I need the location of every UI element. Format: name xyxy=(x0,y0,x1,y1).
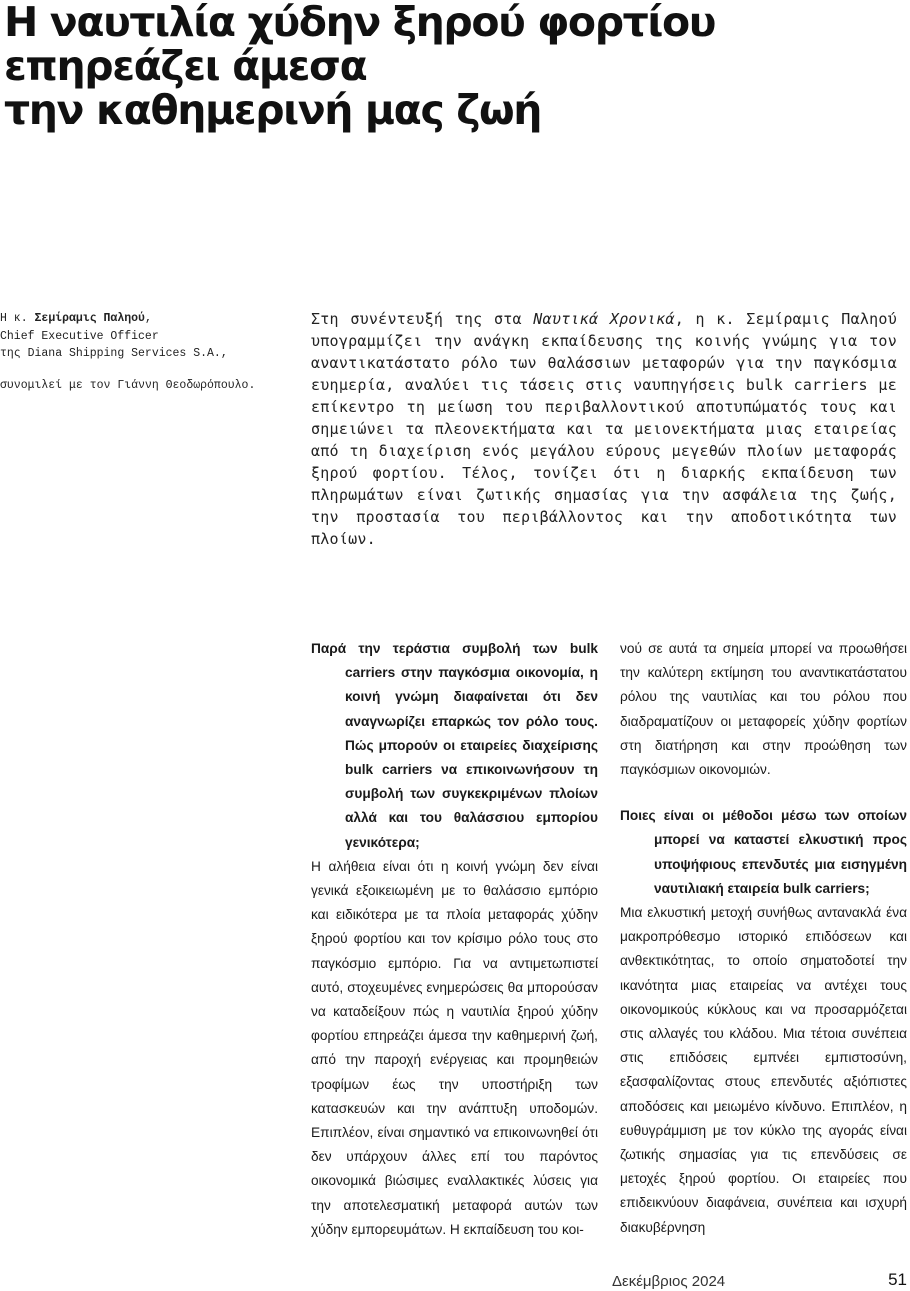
text-column-left xyxy=(311,637,598,1242)
answer-1-continued: νού σε αυτά τα σημεία μπορεί να προωθήσει την καλύτερη εκτίμηση του αναντικατάστατου ρόλου της ναυτιλίας και του ρόλου που διαδραματίζουν οι μεταφορείς χύδην φορτίων στη διατήρηση και στην προώθηση των παγκόσμιων οικονομιών. xyxy=(620,641,907,778)
title-line: επηρεάζει άμεσα xyxy=(4,42,367,90)
issue-date: Δεκέμβριος 2024 xyxy=(612,1273,726,1290)
interviewer-credit: συνομιλεί με τον Γιάννη Θεοδωρόπουλο. xyxy=(0,378,256,392)
article-title xyxy=(4,0,904,132)
answer-1: Η αλήθεια είναι ότι η κοινή γνώμη δεν είναι γενικά εξοικειωμένη με το θαλάσσιο εμπόριο και ειδικότερα με τα πλοία μεταφοράς χύδην ξηρού φορτίου και τον κρίσιμο ρόλο τους στο παγκόσμιο εμπόριο. Για να αντιμετωπιστεί αυτό, στοχευμένες ενημερώσεις θα μπορούσαν να καταδείξουν πώς η ναυτιλία ξηρού χύδην φορτίου επηρεάζει άμεσα την καθημερινή ζωή, από την παροχή ενέργειας και προμηθειών τροφίμων έως την υποστήριξη των κατασκευών και την ανάπτυξη υποδομών. Επιπλέον, είναι σημαντικό να επικοινωνηθεί ότι δεν υπάρχουν άλλες επί του παρόντος οικονομικά βιώσιμες εναλλακτικές λύσεις για την αποτελεσματική μεταφορά αυτών των χύδην εμπορευμάτων. Η εκπαίδευση του κοι- xyxy=(311,858,598,1237)
text-column-right xyxy=(620,637,907,1240)
article-lede: Στη συνέντευξή της στα Ναυτικά Χρονικά, η κ. Σεμίραμις Παληού υπογραμμίζει την ανάγκη εκπαίδευσης της κοινής γνώμης για τον αναντικατάστατο ρόλο των θαλάσσιων μεταφορών για την παγκόσμια ευημερία, αναλύει τις τάσεις στις ναυπηγήσεις bulk carriers με επίκεντρο τη μείωση του περιβαλλοντικού αποτυπώματός τους και σημειώνει τα πλεονεκτήματα και τα μειονεκτήματα μιας εταιρείας από τη διαχείριση ενός μεγάλου εύρους μεγεθών πλοίων μεταφοράς ξηρού φορτίου. Τέλος, τονίζει ότι η διαρκής εκπαίδευση των πληρωμάτων είναι ζωτικής σημασίας για την ασφάλεια της ζωής, την προστασία του περιβάλλοντος και την αποδοτικότητα των πλοίων. xyxy=(311,310,897,548)
interviewee-name: Σεμίραμις Παληού xyxy=(34,312,145,325)
answer-2: Μια ελκυστική μετοχή συνήθως αντανακλά ένα μακροπρόθεσμο ιστορικό επιδόσεων και ανθεκτικότητας, το οποίο σηματοδοτεί την ικανότητα μιας εταιρείας να αντέχει τους οικονομικούς κύκλους και να προσαρμόζεται στις αλλαγές του κλάδου. Μια τέτοια συνέπεια στις επιδόσεις εμπνέει εμπιστοσύνη, εξασφαλίζοντας στους επενδυτές αξιόπιστες αποδόσεις και μειωμένο κίνδυνο. Επιπλέον, η ευθυγράμμιση με τον κύκλο της αγοράς είναι ζωτικής σημασίας για τις επενδύσεις σε μετοχές ξηρού φορτίου. Οι εταιρείες που επιδεικνύουν διαφάνεια, συνέπεια και ισχυρή διακυβέρνηση xyxy=(620,905,907,1235)
question-1: Παρά την τεράστια συμβολή των bulk carriers στην παγκόσμια οικονομία, η κοινή γνώμη διαφαίνεται ότι δεν αναγνωρίζει επαρκώς τον ρόλο τους. Πώς μπορούν οι εταιρείες διαχείρισης bulk carriers να επικοινωνήσουν τη συμβολή των συγκεκριμένων πλοίων αλλά και του θαλάσσιου εμπορίου γενικότερα; xyxy=(311,641,598,850)
byline xyxy=(0,310,285,394)
byline-name-line: Η κ. Σεμίραμις Παληού, xyxy=(0,312,152,325)
interviewee-company: της Diana Shipping Services S.A., xyxy=(0,347,228,360)
question-2: Ποιες είναι οι μέθοδοι μέσω των οποίων μπορεί να καταστεί ελκυστική προς υποψήφιους επενδυτές μια εισηγμένη ναυτιλιακή εταιρεία bulk carriers; xyxy=(620,808,907,896)
page-number: 51 xyxy=(888,1270,907,1289)
publication-name: Ναυτικά Χρονικά xyxy=(533,310,675,328)
title-line: την καθημερινή μας ζωή xyxy=(4,86,542,134)
interviewee-role: Chief Executive Officer xyxy=(0,329,159,343)
title-line: Η ναυτιλία χύδην ξηρού φορτίου xyxy=(4,0,716,46)
